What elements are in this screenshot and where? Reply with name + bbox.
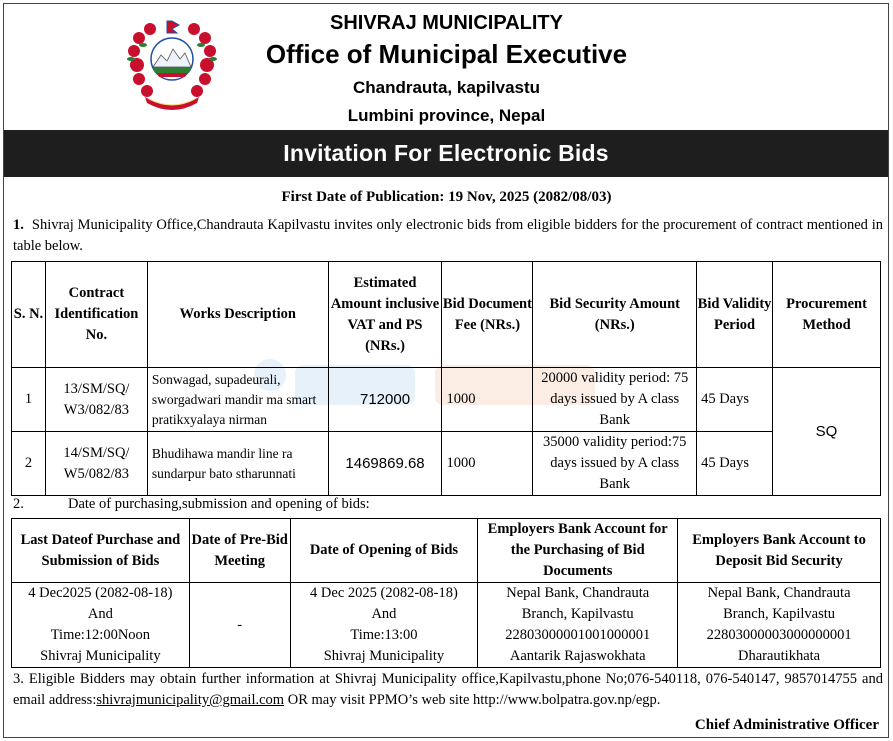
section-3-text-after: OR may visit PPMO’s web site http://www.bolpatra.gov.np/egp. [284,692,661,708]
header-deposit-account: Employers Bank Account to Deposit Bid Security [678,519,881,583]
deposit-account-line: Branch, Kapilvastu [723,606,836,622]
deposit-account-line: 22803000003000000001 [706,627,852,643]
last-date-line: 4 Dec2025 (2082-08-18) [28,585,173,601]
opening-date-line: Time:13:00 [350,627,418,643]
section-2-paragraph [13,494,883,515]
row-sn: 1 [12,368,46,432]
bid-dates-table [11,518,881,668]
publication-date: First Date of Publication: 19 Nov, 2025 (2082/08/03) [281,189,612,205]
purchase-account-cell [478,583,678,668]
header-estimated-amount: Estimated Amount inclusive VAT and PS (NRs.) [328,262,442,368]
row-bid-security: 35000 validity period:75 days issued by A class Bank [533,432,697,496]
header-sn: S. N. [12,262,46,368]
section-3-text-before: Eligible Bidders may obtain further information at Shivraj Municipality office,Kapilvastu,phone No;076-540118, 076-540147, 9857014755 and email address: [13,671,883,708]
municipality-name: SHIVRAJ MUNICIPALITY [330,12,563,34]
purchase-account-line: Nepal Bank, Chandrauta [506,585,650,601]
purchase-account-line: Branch, Kapilvastu [521,606,634,622]
row-contract-id: 13/SM/SQ/ W3/082/83 [45,368,147,432]
deposit-account-line: Dharautikhata [737,648,821,664]
row-validity: 45 Days [697,432,773,496]
last-date-line: Shivraj Municipality [40,648,161,664]
section-1-number: 1. [13,217,24,233]
row-estimated-amount: 1469869.68 [328,432,442,496]
last-date-line: Time:12:00Noon [50,627,151,643]
row-doc-fee: 1000 [442,432,533,496]
row-validity: 45 Days [697,368,773,432]
header-doc-fee: Bid Document Fee (NRs.) [442,262,533,368]
opening-date-line: Shivraj Municipality [323,648,445,664]
header-procurement-method: Procurement Method [773,262,881,368]
section-1-text: Shivraj Municipality Office,Chandrauta Kapilvastu invites only electronic bids from eligible bidders for the procurement of contract mentioned in table below. [13,217,883,254]
header-purchase-account: Employers Bank Account for the Purchasing of Bid Documents [478,519,678,583]
office-province: Lumbini province, Nepal [347,106,546,125]
section-3-paragraph [13,669,883,711]
bid-details-table [11,261,881,496]
purchase-account-line: Aantarik Rajaswokhata [509,648,646,664]
email-link[interactable]: shivrajmunicipality@gmail.com [96,692,285,708]
header-contract-id: Contract Identification No. [45,262,147,368]
deposit-account-line: Nepal Bank, Chandrauta [707,585,851,601]
section-2-text: Date of purchasing,submission and opening of bids: [68,496,370,512]
row-description: Sonwagad, supadeurali, sworgadwari mandir ma smart pratikxyalaya nirman [147,368,328,432]
section-2-number: 2. [13,496,24,512]
opening-date-line: And [371,606,397,622]
table-row [12,368,881,432]
row-doc-fee: 1000 [442,368,533,432]
header-works-description: Works Description [147,262,328,368]
opening-date-line: 4 Dec 2025 (2082-08-18) [310,585,458,601]
signature-title: Chief Administrative Officer [694,717,879,733]
last-date-cell [12,583,190,668]
procurement-method-cell: SQ [773,368,881,496]
section-3-number: 3. [13,671,24,687]
row-estimated-amount: 712000 [328,368,442,432]
table-row [12,432,881,496]
row-bid-security: 20000 validity period: 75 days issued by A class Bank [533,368,697,432]
table-row [12,583,881,668]
section-1-paragraph [13,215,883,257]
pre-bid-cell: - [189,583,290,668]
deposit-account-cell [678,583,881,668]
header-opening-date: Date of Opening of Bids [290,519,478,583]
last-date-line: And [87,606,113,622]
dates-table-header-row [12,519,881,583]
row-sn: 2 [12,432,46,496]
header-pre-bid: Date of Pre-Bid Meeting [189,519,290,583]
header-validity: Bid Validity Period [697,262,773,368]
purchase-account-line: 22803000001001000001 [505,627,651,643]
notice-title-banner: Invitation For Electronic Bids [4,130,888,177]
row-description: Bhudihawa mandir line ra sundarpur bato stharunnati [147,432,328,496]
office-title: Office of Municipal Executive [265,39,628,69]
bid-table-header-row [12,262,881,368]
header-bid-security: Bid Security Amount (NRs.) [533,262,697,368]
row-contract-id: 14/SM/SQ/ W5/082/83 [45,432,147,496]
office-location: Chandrauta, kapilvastu [352,78,541,97]
header-last-date: Last Dateof Purchase and Submission of Bids [12,519,190,583]
opening-date-cell [290,583,478,668]
